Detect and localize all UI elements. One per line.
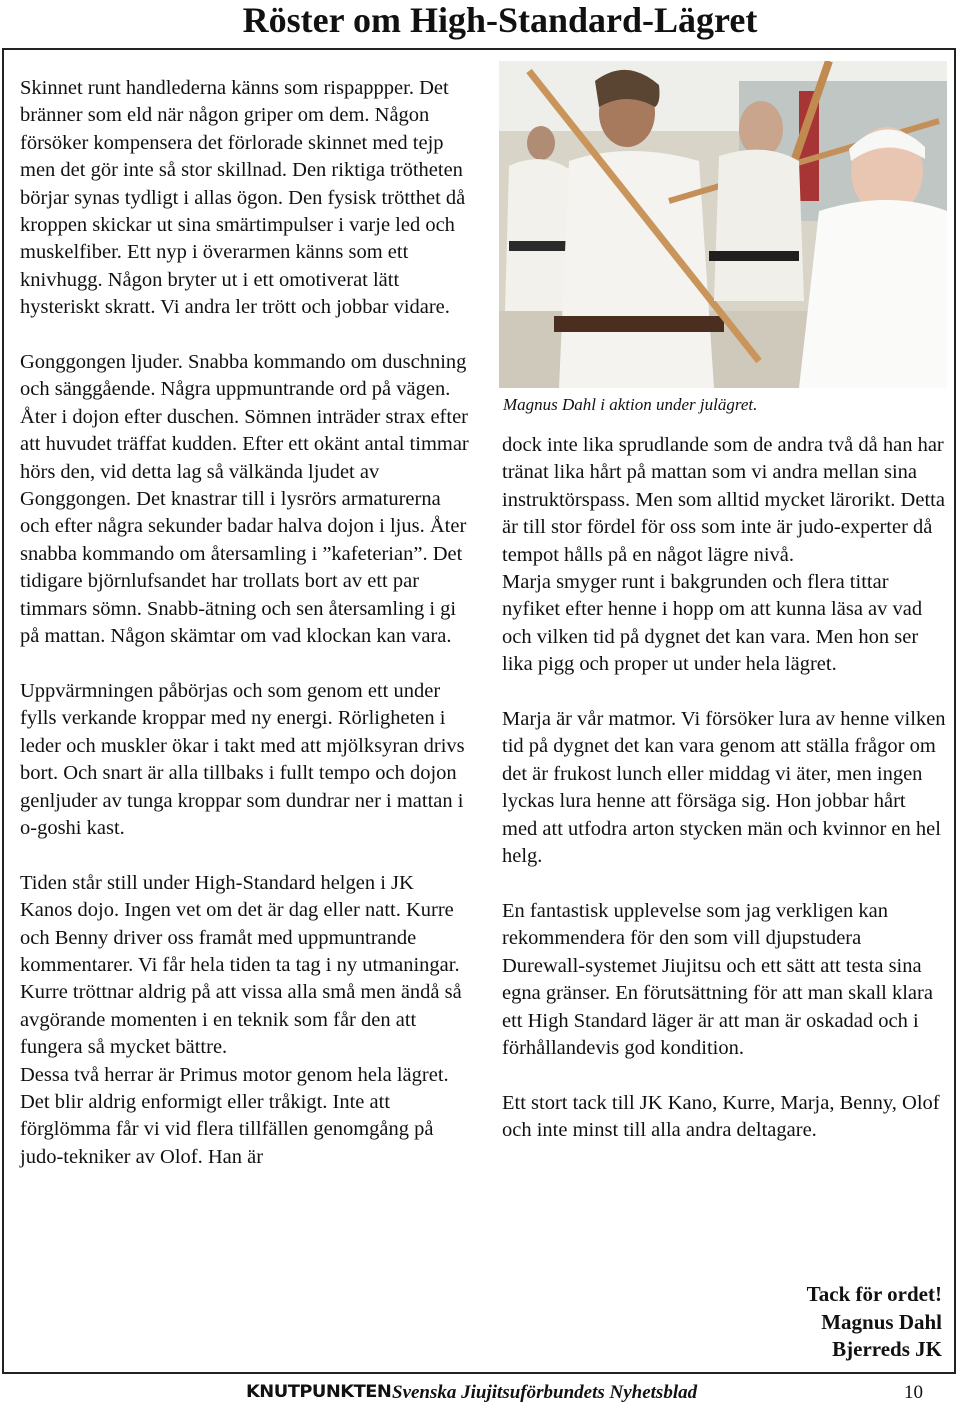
right-column bbox=[502, 432, 946, 1145]
footer-publication: Svenska Jiujitsuförbundets Nyhetsblad bbox=[392, 1382, 698, 1403]
paragraph: Marja är vår matmor. Vi försöker lura av henne vilken tid på dygnet det kan vara genom att ställa frågor om det är frukost lunch eller middag vi äter, men ingen lyckas lura henne att försäga sig. Hon jobbar hårt med att utfodra arton stycken män och kvinnor en hel helg. bbox=[502, 708, 946, 868]
page-footer bbox=[0, 1382, 960, 1406]
signature-line: Bjerreds JK bbox=[832, 1337, 942, 1361]
paragraph: dock inte lika sprudlande som de andra två då han har tränat lika hårt på mattan som vi andra mellan sina instruktörspass. Men som alltid mycket lärorikt. Detta är till stor fördel för oss som inte är judo-experter då tempot hålls på en något lägre nivå. bbox=[502, 434, 945, 566]
footer-brand: KNUTPUNKTEN bbox=[246, 1382, 392, 1402]
left-column bbox=[20, 75, 470, 1171]
photo-caption: Magnus Dahl i aktion under julägret. bbox=[503, 395, 758, 414]
paragraph: Skinnet runt handlederna känns som rispappper. Det bränner som eld när någon griper om dem. Någon försöker kompensera det förlorade skinnet med tejp men det gör inte så stor skillnad. Den riktiga trötheten börjar synas tydligt i allas ögon. Den fysisk trötthet då kroppen skickar ut sina smärtimpulser i varje led och muskelfiber. Ett nyp i överarmen känns som ett knivhugg. Någon bryter ut i ett omotiverat lätt hysteriskt skratt. Vi andra ler trött och jobbar vidare. bbox=[20, 77, 466, 319]
article-title: Röster om High-Standard-Lägret bbox=[242, 0, 758, 40]
paragraph: Uppvärmningen påbörjas och som genom ett under fylls verkande kroppar med ny energi. Rörligheten i leder och muskler ökar i takt med att mjölksyran drivs bort. Och snart är alla tillbaks i fullt tempo och dojon genljuder av tunga kroppar som dundrar ner i mattan i o-goshi kast. bbox=[20, 679, 465, 839]
training-photo bbox=[499, 61, 947, 388]
paragraph: Marja smyger runt i bakgrunden och flera tittar nyfiket efter henne i hopp om att kunna läsa av vad och vilken tid på dygnet det kan vara. Men hon ser lika pigg och proper ut under hela lägret. bbox=[502, 571, 923, 676]
paragraph: En fantastisk upplevelse som jag verkligen kan rekommendera för den som vill djupstudera Durewall-systemet Jiujitsu och ett sätt att testa sina egna gränser. En förutsättning för att man skall klara ett High Standard läger är att man är oskadad och i förhållandevis god kondition. bbox=[502, 899, 933, 1059]
signature-line: Magnus Dahl bbox=[821, 1309, 942, 1334]
paragraph: Gonggongen ljuder. Snabba kommando om duschning och sänggående. Några uppmuntrande ord på vägen. Åter i dojon efter duschen. Sömnen inträder strax efter att huvudet träffat kudden. Efter ett okänt antal timmar hörs den, vid detta lag så välkända ljudet av Gonggongen. Det knastrar till i lysrörs armaturerna och efter några sekunder badar halva dojon i ljus. Åter snabba kommando om återsamling i ”kafeterian”. Det tidigare björnlufsandet har trollats bort av ett par timmars sömn. Snabb-ätning och sen återsamling i gi på mattan. Någon skämtar om vad klockan kan vara. bbox=[20, 351, 469, 648]
paragraph: Dessa två herrar är Primus motor genom hela lägret. Det blir aldrig enformigt eller tråkigt. Inte att förglömma får vi vid flera tillfällen genomgång på judo-tekniker av Olof. Han är bbox=[20, 1063, 449, 1168]
page-number: 10 bbox=[904, 1382, 923, 1403]
signature-line: Tack för ordet! bbox=[806, 1282, 942, 1306]
signature bbox=[807, 1281, 942, 1364]
paragraph: Tiden står still under High-Standard helgen i JK Kanos dojo. Ingen vet om det är dag eller natt. Kurre och Benny driver oss framåt med uppmuntrande kommentarer. Vi får hela tiden ta tag i ny utmaningar. Kurre tröttnar aldrig på att vissa alla små men ändå så avgörande momenten i en teknik som får den att fungera så mycket bättre. bbox=[20, 871, 462, 1059]
paragraph: Ett stort tack till JK Kano, Kurre, Marja, Benny, Olof och inte minst till alla andra deltagare. bbox=[502, 1091, 940, 1142]
photo-illustration bbox=[499, 61, 947, 388]
